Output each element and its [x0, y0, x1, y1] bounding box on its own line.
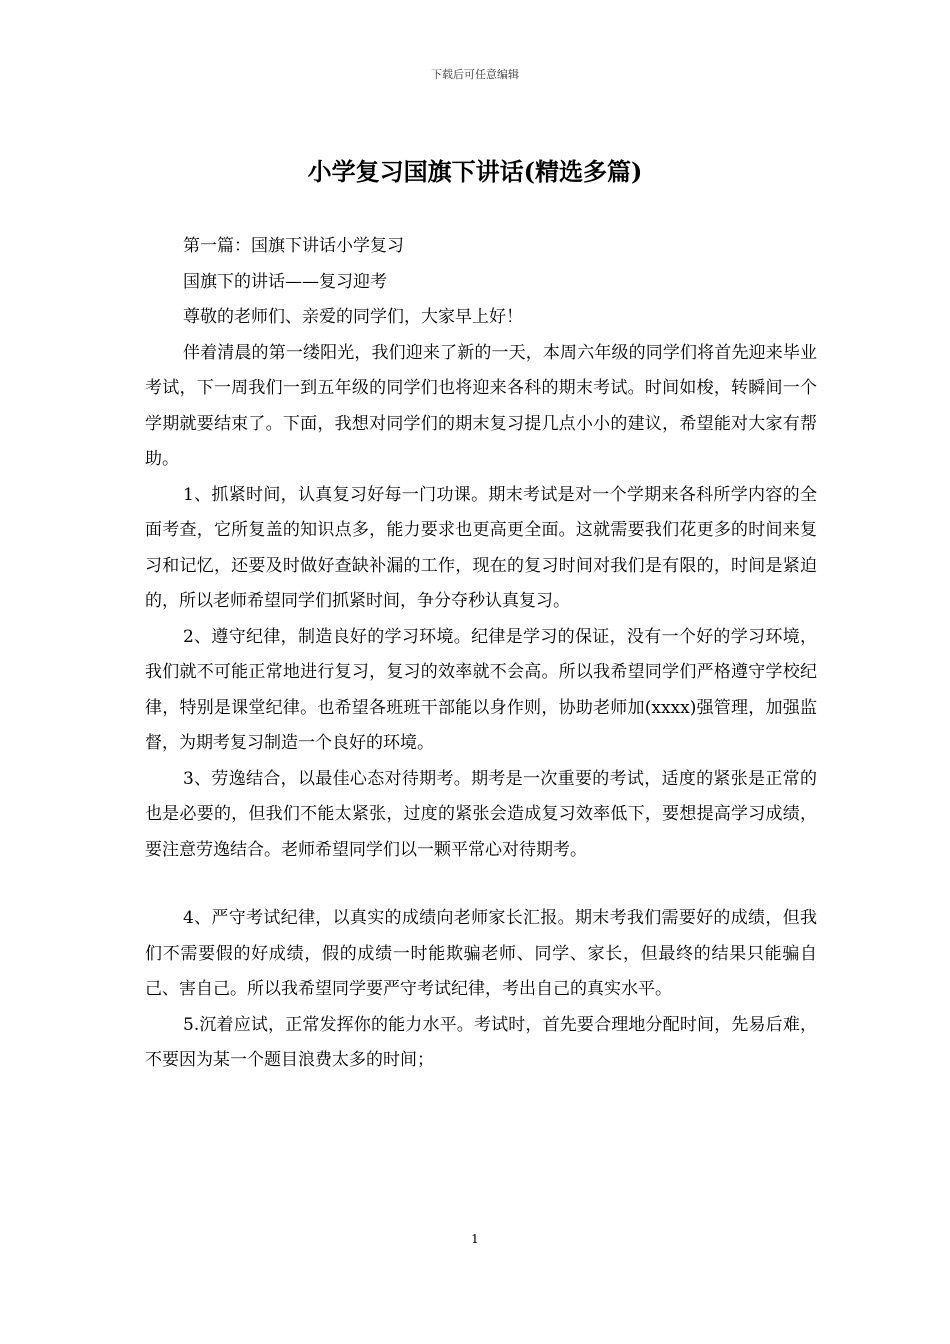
- paragraph-point-5: 5.沉着应试，正常发挥你的能力水平。考试时，首先要合理地分配时间，先易后难，不要因为某一个题目浪费太多的时间；: [145, 1014, 817, 1070]
- paragraph-point-2: 2、遵守纪律，制造良好的学习环境。纪律是学习的保证，没有一个好的学习环境，我们就不可能正常地进行复习，复习的效率就不会高。所以我希望同学们严格遵守学校纪律，特别是课堂纪律。也希望各班班干部能以身作则，协助老师加(xxxx)强管理，加强监督，为期考复习制造一个良好的环境。: [145, 626, 817, 753]
- header-note: 下载后可任意编辑: [431, 68, 519, 81]
- page-number: 1: [471, 1232, 479, 1246]
- paragraph-intro: 伴着清晨的第一缕阳光，我们迎来了新的一天，本周六年级的同学们将首先迎来毕业考试，下一周我们一到五年级的同学们也将迎来各科的期末考试。时间如梭，转瞬间一个学期就要结束了。下面，我想对同学们的期末复习提几点小小的建议，希望能对大家有帮助。: [145, 342, 817, 469]
- paragraph-point-1: 1、抓紧时间，认真复习好每一门功课。期末考试是对一个学期来各科所学内容的全面考查，它所复盖的知识点多，能力要求也更高更全面。这就需要我们花更多的时间来复习和记忆，还要及时做好查缺补漏的工作，现在的复习时间对我们是有限的，时间是紧迫的，所以老师希望同学们抓紧时间，争分夺秒认真复习。: [145, 484, 817, 611]
- document-title: 小学复习国旗下讲话(精选多篇): [307, 157, 643, 186]
- paragraph-greeting: 尊敬的老师们、亲爱的同学们，大家早上好！: [183, 307, 523, 327]
- paragraph-point-4: 4、严守考试纪律，以真实的成绩向老师家长汇报。期末考我们需要好的成绩，但我们不需要假的好成绩，假的成绩一时能欺骗老师、同学、家长，但最终的结果只能骗自己、害自己。所以我希望同学要严守考试纪律，考出自己的真实水平。: [145, 908, 817, 999]
- document-body: [145, 229, 817, 1079]
- paragraph-point-3: 3、劳逸结合，以最佳心态对待期考。期考是一次重要的考试，适度的紧张是正常的也是必要的，但我们不能太紧张，过度的紧张会造成复习效率低下，要想提高学习成绩，要注意劳逸结合。老师希望同学们以一颗平常心对待期考。: [145, 768, 817, 860]
- paragraph-section-heading: 第一篇：国旗下讲话小学复习: [183, 236, 404, 256]
- paragraph-speech-title: 国旗下的讲话——复习迎考: [183, 271, 387, 292]
